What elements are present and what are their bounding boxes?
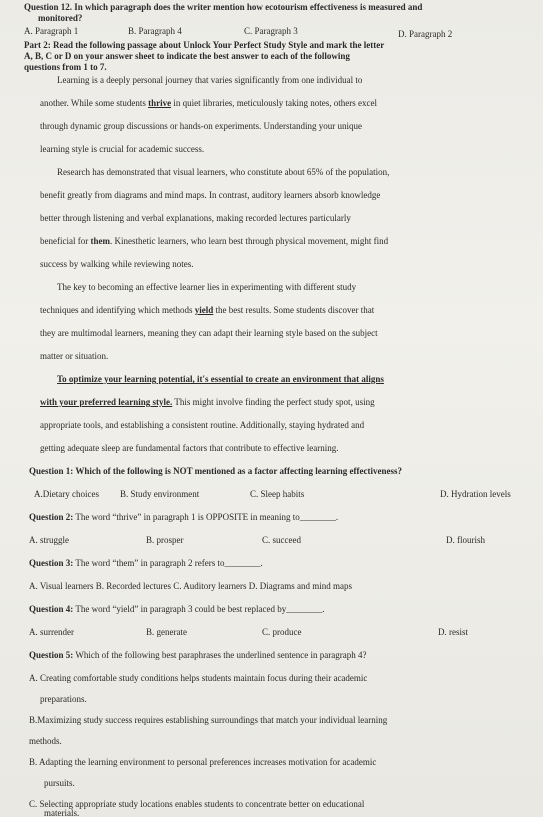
q2-option-b[interactable]: B. prosper — [146, 535, 184, 545]
q5-option-b2-line-1[interactable]: B. Adapting the learning environment to personal preferences increases motivation for academic — [29, 757, 377, 767]
word-them: them — [90, 236, 110, 246]
passage-p2-line-1: Research has demonstrated that visual learners, who constitute about 65% of the population, — [57, 167, 390, 177]
q4-option-d[interactable]: D. resist — [438, 627, 468, 637]
q3-option-d[interactable]: D. Diagrams and mind maps — [248, 581, 352, 591]
q12-option-c[interactable]: C. Paragraph 3 — [244, 26, 298, 36]
q4-option-b[interactable]: B. generate — [146, 627, 187, 637]
passage-p4-line-3: appropriate tools, and establishing a consistent routine. Additionally, staying hydrated and — [40, 420, 365, 430]
q3-option-a[interactable]: A. Visual learners — [29, 581, 94, 591]
passage-p4-underlined-line-1: To optimize your learning potential, it's essential to create an environment that aligns — [57, 374, 384, 384]
q1-option-c[interactable]: C. Sleep habits — [250, 489, 305, 499]
q1-option-b[interactable]: B. Study environment — [120, 489, 200, 499]
passage-p1-line-2 — [40, 98, 377, 108]
q5-option-a-line-1[interactable]: A. Creating comfortable study conditions helps students maintain focus during their academic — [29, 673, 368, 683]
passage-p1-line-3: through dynamic group discussions or hands-on experiments. Understanding your unique — [40, 121, 362, 131]
question-5-stem — [29, 650, 367, 660]
q5-option-b2-line-2: pursuits. — [44, 778, 75, 788]
q12-option-a[interactable]: A. Paragraph 1 — [24, 26, 79, 36]
passage-p3-line-2 — [40, 305, 374, 315]
part2-heading-line-3: questions from 1 to 7. — [24, 62, 107, 72]
question-12-stem-line-1: Question 12. In which paragraph does the writer mention how ecotourism effectiveness is measured and — [24, 2, 423, 12]
q3-option-c[interactable]: C. Auditory learners — [173, 581, 247, 591]
question-3-blank: ________. — [224, 558, 263, 568]
q3-options — [29, 581, 352, 591]
question-3-text: The word “them” in paragraph 2 refers to — [73, 558, 225, 568]
question-1-stem — [29, 466, 402, 476]
question-4-stem — [29, 604, 325, 614]
part2-heading-line-1: Part 2: Read the following passage about Unlock Your Perfect Study Style and mark the letter — [24, 40, 385, 50]
passage-p4-line-4: getting adequate sleep are fundamental factors that contribute to effective learning. — [40, 443, 339, 453]
question-12-stem — [24, 2, 422, 12]
q4-option-a[interactable]: A. surrender — [29, 627, 74, 637]
question-4-text: The word “yield” in paragraph 3 could be best replaced by — [73, 604, 287, 614]
passage-p2-line-5: success by walking while reviewing notes. — [40, 259, 194, 269]
question-12-stem-line-2: monitored? — [38, 13, 83, 23]
question-2-label: Question 2: — [29, 512, 74, 522]
q5-option-b-line-2: methods. — [29, 736, 62, 746]
q1-option-d[interactable]: D. Hydration levels — [440, 489, 511, 499]
passage-p3-line-4: matter or situation. — [40, 351, 109, 361]
passage-p2-line-2: benefit greatly from diagrams and mind maps. In contrast, auditory learners absorb knowledge — [40, 190, 381, 200]
q12-option-b[interactable]: B. Paragraph 4 — [128, 26, 182, 36]
question-5-label: Question 5: — [29, 650, 74, 660]
question-3-stem — [29, 558, 263, 568]
passage-p4-underlined-line-2: with your preferred learning style. — [40, 397, 173, 407]
q2-option-c[interactable]: C. succeed — [262, 535, 301, 545]
question-4-label: Question 4: — [29, 604, 74, 614]
word-yield: yield — [194, 305, 214, 315]
question-3-label: Question 3: — [29, 558, 74, 568]
passage-p3-line-3: they are multimodal learners, meaning they can adapt their learning style based on the subject — [40, 328, 378, 338]
passage-p4-line-2 — [40, 397, 375, 407]
passage-text: This might involve finding the perfect study spot, using — [172, 397, 375, 407]
question-5-text: Which of the following best paraphrases the underlined sentence in paragraph 4? — [73, 650, 367, 660]
q2-option-d[interactable]: D. flourish — [446, 535, 485, 545]
passage-p2-line-4 — [40, 236, 388, 246]
passage-p2-line-3: better through listening and verbal explanations, making recorded lectures particularly — [40, 213, 351, 223]
question-2-stem — [29, 512, 338, 522]
passage-text: another. While some students — [40, 98, 149, 108]
passage-text: the best results. Some students discover that — [213, 305, 375, 315]
q4-option-c[interactable]: C. produce — [262, 627, 302, 637]
question-2-blank: ________. — [299, 512, 339, 522]
q2-option-a[interactable]: A. struggle — [29, 535, 69, 545]
part2-heading-line-2: A, B, C or D on your answer sheet to indicate the best answer to each of the following — [24, 51, 350, 61]
passage-p1-line-4: learning style is crucial for academic success. — [40, 144, 205, 154]
passage-text: beneficial for — [40, 236, 91, 246]
question-4-blank: ________. — [286, 604, 325, 614]
q5-option-a-line-2: preparations. — [40, 694, 87, 704]
passage-text: . Kinesthetic learners, who learn best through physical movement, might find — [109, 236, 389, 246]
q3-option-b[interactable]: B. Recorded lectures — [95, 581, 172, 591]
q5-option-c-line-2: materials. — [44, 808, 80, 818]
question-2-text: The word “thrive” in paragraph 1 is OPPOSITE in meaning to — [73, 512, 300, 522]
passage-text: in quiet libraries, meticulously taking notes, others excel — [171, 98, 378, 108]
passage-text: techniques and identifying which methods — [40, 305, 195, 315]
q5-option-c-line-1[interactable]: C. Selecting appropriate study locations enables students to concentrate better on educational — [29, 799, 365, 809]
passage-p3-line-1: The key to becoming an effective learner lies in experimenting with different study — [57, 282, 357, 292]
q1-option-a[interactable]: A.Dietary choices — [34, 489, 99, 499]
word-thrive: thrive — [148, 98, 172, 108]
q5-option-b-line-1[interactable]: B.Maximizing study success requires establishing surroundings that match your individual learning — [29, 715, 388, 725]
q12-option-d[interactable]: D. Paragraph 2 — [398, 29, 453, 39]
question-1-stem-text: Question 1: Which of the following is NOT mentioned as a factor affecting learning effectiveness? — [29, 466, 402, 476]
passage-p1-line-1: Learning is a deeply personal journey that varies significantly from one individual to — [57, 75, 363, 85]
